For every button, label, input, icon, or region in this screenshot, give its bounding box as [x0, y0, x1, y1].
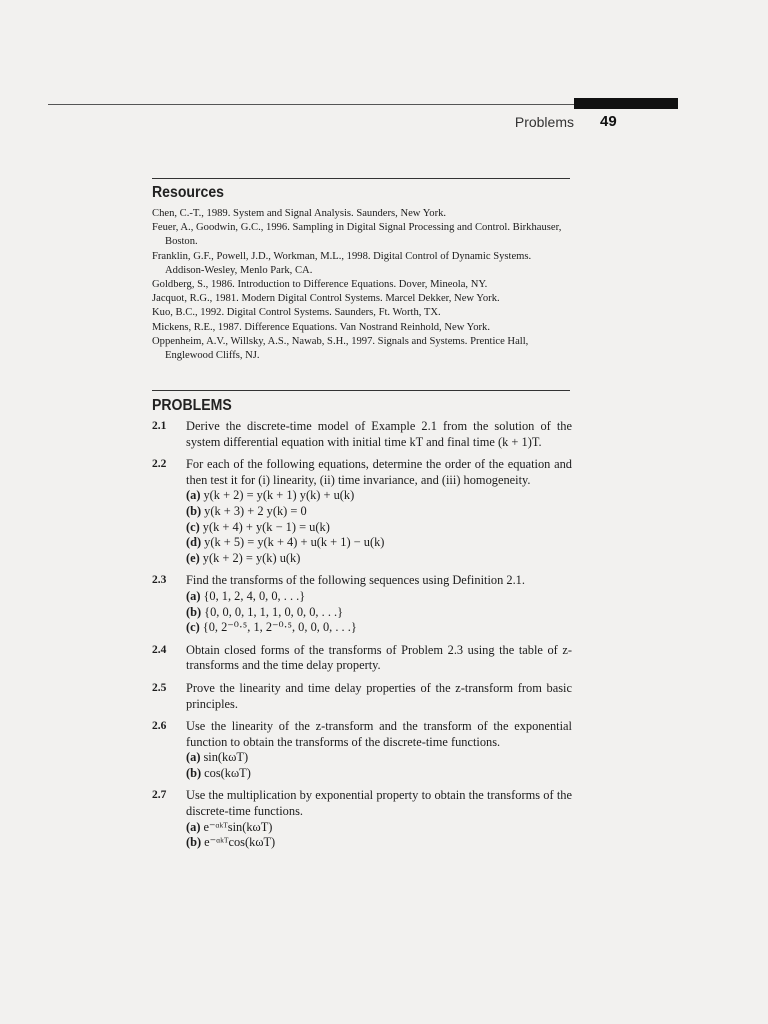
problem-text: For each of the following equations, determine the order of the equation and then test it for (i) linearity, (ii) time invariance, and (iii) homogeneity.: [186, 457, 572, 487]
part-label: (b): [186, 604, 202, 619]
part-label: (d): [186, 535, 202, 550]
problem-part: [186, 605, 572, 621]
reference-item: Chen, C.-T., 1989. System and Signal Analysis. Saunders, New York.: [152, 208, 447, 219]
problems-list: [152, 419, 572, 858]
part-text: y(k + 2) = y(k) u(k): [202, 550, 301, 565]
reference-item: Mickens, R.E., 1987. Difference Equations. Van Nostrand Reinhold, New York.: [152, 321, 490, 333]
header-rule: [48, 104, 574, 105]
part-label: (a): [186, 750, 201, 765]
part-label: (b): [186, 765, 202, 780]
problem-part: [186, 488, 572, 504]
problem-number: 2.3: [152, 574, 167, 587]
reference-item: Oppenheim, A.V., Willsky, A.S., Nawab, S.H., 1997. Signals and Systems. Prentice Hall, Englewood Cliffs, NJ.: [152, 335, 529, 362]
problem-part: [186, 589, 572, 605]
part-text: {0, 1, 2, 4, 0, 0, . . .}: [203, 588, 306, 603]
part-label: (a): [186, 488, 201, 503]
problem-text: Prove the linearity and time delay properties of the z-transform from basic principles.: [186, 680, 572, 711]
problem-part: [186, 504, 572, 520]
problems-heading: PROBLEMS: [152, 397, 232, 414]
part-label: (b): [186, 835, 202, 850]
reference-item: Feuer, A., Goodwin, G.C., 1996. Sampling in Digital Signal Processing and Control. Birkhauser, Boston.: [152, 222, 562, 248]
resources-rule: [152, 178, 570, 179]
problem-text: Use the linearity of the z-transform and the transform of the exponential function to obtain the transforms of the discrete-time functions.: [186, 719, 572, 749]
problem-number: 2.2: [152, 458, 167, 471]
part-label: (a): [186, 819, 201, 834]
part-text: {0, 2⁻⁰·⁵, 1, 2⁻⁰·⁵, 0, 0, 0, . . .}: [202, 620, 357, 635]
running-head: [0, 114, 768, 132]
problem-text: Derive the discrete-time model of Example 2.1 from the solution of the system differential equation with initial time kT and final time (k + 1)T.: [186, 419, 572, 449]
problem-part: [186, 551, 572, 567]
problem-body: [186, 719, 572, 781]
problem-body: [186, 573, 572, 635]
problem-item: [152, 643, 572, 674]
part-text: e⁻ᵅᵏᵀsin(kωT): [203, 819, 273, 834]
resources-list: [152, 207, 572, 363]
problem-text: Use the multiplication by exponential property to obtain the transforms of the discrete-time functions.: [186, 788, 572, 819]
part-text: y(k + 4) + y(k − 1) = u(k): [202, 519, 330, 534]
part-text: e⁻ᵅᵏᵀcos(kωT): [204, 835, 276, 850]
problem-number: 2.5: [152, 681, 167, 694]
problem-item: [152, 788, 572, 850]
problem-number: 2.4: [152, 643, 167, 656]
header-bar: [574, 98, 678, 109]
problem-item: [152, 573, 572, 635]
problem-part: [186, 835, 572, 851]
page-number: 49: [600, 113, 617, 130]
part-label: (a): [186, 588, 201, 603]
problem-number: 2.6: [152, 720, 167, 733]
part-text: {0, 0, 0, 1, 1, 1, 0, 0, 0, . . .}: [204, 604, 344, 619]
reference-item: Kuo, B.C., 1992. Digital Control Systems. Saunders, Ft. Worth, TX.: [152, 307, 441, 319]
problem-item: [152, 719, 572, 781]
problem-body: [186, 457, 572, 566]
running-title: Problems: [514, 114, 574, 130]
problem-part: [186, 535, 572, 551]
problem-part: [186, 520, 572, 536]
problem-body: [186, 788, 572, 850]
part-label: (e): [186, 550, 200, 565]
problem-part: [186, 750, 572, 766]
problem-text: Obtain closed forms of the transforms of Problem 2.3 using the table of z-transforms and the time delay property.: [186, 642, 572, 673]
problem-item: [152, 681, 572, 712]
problem-number: 2.1: [152, 420, 167, 432]
part-text: y(k + 3) + 2 y(k) = 0: [204, 503, 307, 518]
reference-item: Jacquot, R.G., 1981. Modern Digital Control Systems. Marcel Dekker, New York.: [152, 293, 500, 305]
resources-heading: Resources: [152, 184, 225, 201]
problem-body: [186, 681, 572, 712]
problem-body: [186, 419, 572, 450]
part-text: cos(kωT): [204, 765, 251, 780]
reference-item: Franklin, G.F., Powell, J.D., Workman, M.L., 1998. Digital Control of Dynamic Systems. Addison-Wesley, Menlo Park, CA.: [152, 250, 532, 276]
problem-part: [186, 766, 572, 782]
part-text: y(k + 5) = y(k + 4) + u(k + 1) − u(k): [204, 535, 385, 550]
part-label: (c): [186, 519, 200, 534]
problem-body: [186, 643, 572, 674]
reference-item: Goldberg, S., 1986. Introduction to Difference Equations. Dover, Mineola, NY.: [152, 279, 488, 291]
part-text: y(k + 2) = y(k + 1) y(k) + u(k): [203, 488, 355, 503]
part-text: sin(kωT): [203, 750, 249, 765]
problem-part: [186, 820, 572, 836]
part-label: (b): [186, 503, 202, 518]
problem-text: Find the transforms of the following sequences using Definition 2.1.: [186, 573, 525, 588]
problem-item: [152, 457, 572, 566]
part-label: (c): [186, 620, 200, 635]
problems-rule: [152, 390, 570, 391]
problem-number: 2.7: [152, 789, 167, 802]
problem-item: [152, 419, 572, 450]
problem-part: [186, 620, 572, 636]
